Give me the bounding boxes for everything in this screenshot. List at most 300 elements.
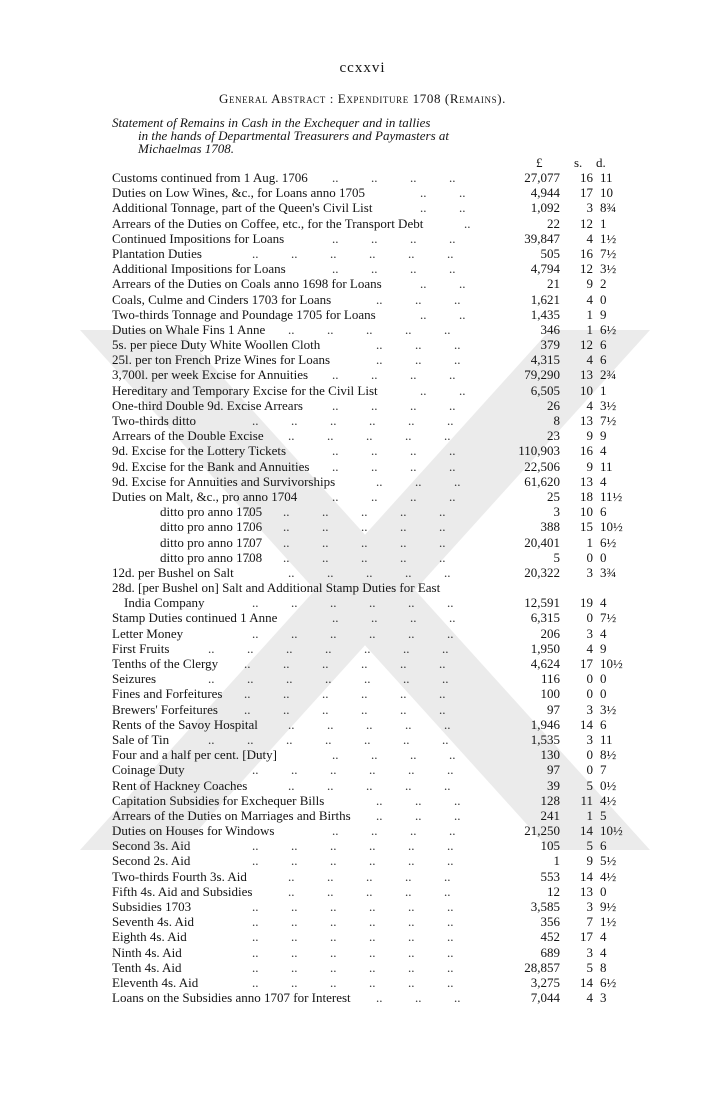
shillings-value: 0	[586, 549, 593, 565]
shillings-value: 13	[580, 367, 593, 383]
pence-value: 3½	[600, 261, 617, 277]
shillings-value: 3	[586, 944, 593, 960]
leader-dots: .. .. .. .. .. ..	[244, 504, 446, 520]
leader-dots: .. ..	[420, 185, 466, 201]
shillings-value: 12	[580, 215, 593, 231]
pounds-value: 20,401	[524, 534, 560, 550]
row-label: ditto pro anno 1707	[160, 534, 263, 550]
pounds-value: 39,847	[524, 230, 560, 246]
leader-dots: .. .. .. .. .. ..	[252, 595, 454, 611]
pence-value: 6½	[600, 534, 617, 550]
leader-dots: .. .. ..	[376, 352, 461, 368]
table-row	[112, 884, 612, 899]
row-label: Stamp Duties continued 1 Anne	[112, 610, 278, 626]
row-label: Arrears of the Duties on Marriages and Births	[112, 807, 351, 823]
pounds-value: 110,903	[518, 443, 560, 459]
table-row	[112, 245, 617, 261]
leader-dots: .. .. ..	[376, 291, 461, 307]
leader-dots: .. .. .. ..	[332, 230, 456, 246]
pence-header: d.	[596, 155, 606, 170]
table-row	[112, 474, 612, 489]
leader-dots: .. .. ..	[376, 473, 461, 489]
row-label: Duties on Houses for Windows	[112, 823, 275, 839]
row-label: Additional Tonnage, part of the Queen's Civil List	[112, 200, 373, 216]
row-label: Eighth 4s. Aid	[112, 929, 187, 945]
pounds-value: 21,250	[524, 823, 560, 839]
pounds-value: 1,092	[530, 200, 560, 216]
row-label: Loans on the Subsidies anno 1707 for Interest	[112, 990, 351, 1006]
table-row	[112, 960, 612, 975]
leader-dots: .. .. .. ..	[332, 367, 456, 383]
row-label: 5s. per piece Duty White Woollen Cloth	[112, 337, 321, 353]
table-row	[112, 823, 623, 839]
shillings-value: 3	[586, 701, 593, 717]
table-row	[112, 230, 617, 246]
row-label: Subsidies 1703	[112, 899, 192, 914]
pounds-value: 22	[547, 215, 560, 231]
leader-dots: .. .. .. ..	[332, 261, 456, 277]
pounds-value: 379	[540, 337, 560, 353]
leader-dots: .. .. .. ..	[332, 488, 456, 504]
table-row	[112, 853, 617, 869]
leader-dots: .. .. ..	[376, 337, 461, 353]
row-label: Two-thirds Tonnage and Poundage 1705 for Loans	[112, 306, 376, 322]
row-label: Arrears of the Duties on Coals anno 1698 for Loans	[112, 276, 382, 292]
pounds-header: £	[536, 155, 543, 170]
row-label: ditto pro anno 1708	[160, 549, 263, 565]
row-label: Second 2s. Aid	[112, 853, 191, 869]
pence-value: 7	[600, 762, 607, 778]
shillings-value: 14	[580, 716, 593, 732]
shillings-value: 18	[580, 488, 593, 504]
leader-dots: .. .. .. .. .. ..	[252, 625, 454, 641]
pence-value: 6½	[600, 974, 617, 990]
leader-dots: .. .. .. ..	[332, 610, 456, 626]
table-row	[112, 352, 612, 367]
table-row	[112, 170, 612, 185]
row-label: Letter Money	[112, 625, 184, 641]
pence-value: 6	[600, 352, 607, 368]
pounds-value: 116	[540, 671, 560, 687]
pounds-value: 8	[553, 413, 560, 428]
shillings-value: 9	[586, 853, 593, 869]
row-label: Tenths of the Clergy	[112, 656, 219, 671]
leader-dots: .. .. .. .. .. ..	[244, 534, 446, 550]
pence-value: 6	[600, 337, 607, 353]
table-row	[112, 641, 612, 656]
pounds-value: 39	[547, 777, 560, 793]
pence-value: 2¾	[600, 367, 617, 383]
pounds-value: 4,624	[530, 656, 560, 671]
pounds-value: 23	[547, 428, 560, 444]
row-label: Two-thirds ditto	[112, 413, 196, 428]
shillings-value: 13	[580, 413, 593, 428]
pounds-value: 452	[540, 929, 560, 945]
table-row	[112, 216, 612, 231]
pence-value: 5	[600, 807, 607, 823]
shillings-value: 17	[580, 929, 593, 945]
pence-value: 0	[600, 671, 607, 687]
shillings-value: 0	[586, 747, 593, 763]
row-label: ditto pro anno 1706	[160, 519, 263, 535]
pounds-value: 356	[540, 914, 560, 930]
leader-dots: .. .. ..	[376, 990, 461, 1006]
pence-value: 10½	[600, 656, 623, 671]
row-label: Duties on Low Wines, &c., for Loans anno 1705	[112, 185, 366, 201]
table-row	[112, 838, 612, 853]
table-row	[112, 671, 612, 686]
shillings-value: 3	[586, 564, 593, 580]
leader-dots: .. .. .. .. .. ..	[252, 959, 454, 975]
pence-value: 4	[600, 443, 607, 459]
table-row	[112, 428, 612, 443]
pounds-value: 128	[540, 792, 560, 808]
shillings-value: 14	[580, 868, 593, 884]
pence-value: 3¾	[600, 564, 617, 580]
pence-value: 9½	[600, 899, 617, 914]
table-row	[112, 974, 617, 990]
pence-value: 6½	[600, 321, 617, 337]
table-row	[112, 610, 617, 626]
shillings-value: 0	[586, 686, 593, 702]
leader-dots: .. .. .. ..	[332, 823, 456, 839]
table-row	[112, 701, 617, 717]
leader-dots: .. .. .. .. .. ..	[252, 762, 454, 778]
table-row	[112, 292, 612, 307]
shillings-value: 16	[580, 443, 593, 459]
pence-value: 4	[600, 473, 607, 489]
shillings-value: 10	[580, 382, 593, 398]
row-label: First Fruits	[112, 640, 170, 656]
table-row	[112, 792, 617, 808]
leader-dots: .. .. .. ..	[332, 747, 456, 763]
pence-value: 4	[600, 929, 607, 945]
pounds-value: 3,275	[530, 974, 560, 990]
row-label: Arrears of the Duties on Coffee, etc., for the Transport Debt	[112, 215, 424, 231]
shillings-value: 1	[586, 807, 593, 823]
remains-table	[112, 170, 623, 1006]
table-row	[112, 397, 617, 413]
shillings-value: 9	[586, 428, 593, 444]
pence-value: 6	[600, 716, 607, 732]
table-row	[112, 550, 612, 565]
row-label: Seventh 4s. Aid	[112, 914, 194, 930]
leader-dots: .. .. .. ..	[332, 458, 456, 474]
table-row	[112, 686, 612, 701]
table-row	[112, 580, 612, 595]
leader-dots: .. .. .. .. ..	[288, 321, 451, 337]
leader-dots: .. ..	[420, 276, 466, 292]
pence-value: 1	[600, 215, 607, 231]
page-number: ccxxvi	[339, 60, 386, 76]
pence-value: 11	[600, 731, 613, 747]
table-row	[112, 626, 612, 641]
pounds-value: 100	[540, 686, 560, 702]
row-label: 12d. per Bushel on Salt	[112, 564, 234, 580]
table-row	[112, 747, 617, 763]
pounds-value: 6,505	[530, 382, 560, 398]
shillings-value: 9	[586, 276, 593, 292]
pounds-value: 7,044	[530, 990, 560, 1006]
table-row	[112, 656, 623, 671]
pence-value: 4½	[600, 868, 617, 884]
row-label: Duties on Whale Fins 1 Anne	[112, 321, 266, 337]
table-row	[112, 914, 617, 930]
pence-value: 0	[600, 686, 607, 702]
table-row	[112, 808, 612, 823]
row-label: 9d. Excise for Annuities and Survivorships	[112, 473, 336, 489]
statement-line-1: Statement of Remains in Cash in the Exchequer and in tallies	[112, 115, 431, 130]
table-row	[112, 990, 612, 1005]
row-label: Fifth 4s. Aid and Subsidies	[112, 883, 253, 899]
pence-value: 9	[600, 428, 607, 444]
shillings-value: 9	[586, 458, 593, 474]
pence-value: 8¾	[600, 200, 617, 216]
shillings-value: 13	[580, 883, 593, 899]
pence-value: 7½	[600, 245, 617, 261]
row-label: Coinage Duty	[112, 762, 185, 778]
leader-dots: .. .. .. ..	[332, 397, 456, 413]
row-label: Rent of Hackney Coaches	[112, 777, 248, 793]
row-label: Additional Impositions for Loans	[112, 261, 286, 277]
leader-dots: .. .. .. .. .. ..	[244, 519, 446, 535]
shillings-value: 19	[580, 595, 593, 611]
shillings-value: 1	[586, 321, 593, 337]
shillings-value: 4	[586, 990, 593, 1006]
shillings-value: 0	[586, 762, 593, 778]
row-label: 9d. Excise for the Lottery Tickets	[112, 443, 287, 459]
row-label: ditto pro anno 1705	[160, 504, 263, 520]
row-label: 3,700l. per week Excise for Annuities	[112, 367, 309, 383]
leader-dots: .. .. .. ..	[332, 443, 456, 459]
leader-dots: .. .. ..	[376, 807, 461, 823]
table-row	[112, 945, 612, 960]
table-row	[112, 777, 617, 793]
pence-value: 4	[600, 625, 607, 641]
row-label: Two-thirds Fourth 3s. Aid	[112, 868, 247, 884]
pence-value: 3½	[600, 701, 617, 717]
pence-value: 10½	[600, 519, 623, 535]
leader-dots: .. .. .. .. ..	[288, 868, 451, 884]
pounds-value: 206	[540, 625, 560, 641]
row-label: India Company	[124, 595, 205, 611]
pounds-value: 97	[547, 762, 560, 778]
pounds-value: 689	[540, 944, 560, 960]
shillings-value: 10	[580, 504, 593, 520]
leader-dots: .. .. .. .. .. ..	[252, 853, 454, 869]
table-row	[112, 321, 617, 337]
table-row	[112, 899, 617, 914]
row-label: Brewers' Forfeitures	[112, 701, 218, 717]
pence-value: 8½	[600, 747, 617, 763]
row-label: Eleventh 4s. Aid	[112, 974, 199, 990]
row-label: Customs continued from 1 Aug. 1706	[112, 170, 308, 185]
pounds-value: 105	[540, 838, 560, 854]
leader-dots: .. .. .. .. .. ..	[252, 929, 454, 945]
leader-dots: .. ..	[420, 306, 466, 322]
row-label: Duties on Malt, &c., pro anno 1704	[112, 488, 298, 504]
shillings-value: 12	[580, 261, 593, 277]
pounds-value: 20,322	[524, 564, 560, 580]
shillings-value: 0	[586, 671, 593, 687]
shillings-value: 17	[580, 656, 593, 671]
shillings-value: 5	[586, 777, 593, 793]
pence-value: 6	[600, 504, 607, 520]
row-label: Hereditary and Temporary Excise for the Civil List	[112, 382, 378, 398]
pounds-value: 21	[547, 276, 560, 292]
shillings-value: 5	[586, 959, 593, 975]
pence-value: 10½	[600, 823, 623, 839]
shillings-value: 12	[580, 337, 593, 353]
pence-value: 6	[600, 838, 607, 854]
table-row	[112, 868, 617, 884]
row-label: Capitation Subsidies for Exchequer Bills	[112, 792, 325, 808]
shillings-value: 17	[580, 185, 593, 201]
table-row	[112, 929, 612, 944]
leader-dots: .. .. .. .. .. .. ..	[208, 731, 449, 747]
shillings-value: 7	[586, 914, 593, 930]
shillings-header: s.	[574, 155, 583, 170]
row-label: Rents of the Savoy Hospital	[112, 716, 258, 732]
pence-value: 3½	[600, 397, 617, 413]
leader-dots: .. .. .. .. .. ..	[252, 245, 454, 261]
shillings-value: 3	[586, 899, 593, 914]
pounds-value: 12	[547, 883, 560, 899]
pounds-value: 22,506	[524, 458, 560, 474]
table-row	[112, 488, 623, 504]
pounds-value: 1	[553, 853, 560, 869]
table-row	[112, 200, 617, 216]
leader-dots: .. .. .. .. .. ..	[244, 549, 446, 565]
leader-dots: .. .. ..	[376, 792, 461, 808]
statement-line-2: in the hands of Departmental Treasurers and Paymasters at	[138, 128, 450, 143]
table-row	[112, 261, 617, 277]
leader-dots: ..	[464, 215, 471, 231]
shillings-value: 16	[580, 170, 593, 185]
pence-value: 10	[600, 185, 613, 201]
row-label: Second 3s. Aid	[112, 838, 191, 854]
leader-dots: .. .. .. .. ..	[288, 777, 451, 793]
shillings-value: 14	[580, 974, 593, 990]
shillings-value: 5	[586, 838, 593, 854]
leader-dots: .. .. .. .. ..	[288, 564, 451, 580]
pounds-value: 61,620	[524, 473, 560, 489]
shillings-value: 15	[580, 519, 593, 535]
row-label: Sale of Tin	[112, 731, 170, 747]
leader-dots: .. .. .. .. .. .. ..	[208, 671, 449, 687]
shillings-value: 4	[586, 230, 593, 246]
pounds-value: 1,535	[530, 731, 560, 747]
pence-value: 7½	[600, 413, 617, 428]
table-row	[112, 276, 612, 291]
shillings-value: 4	[586, 291, 593, 307]
row-label: Arrears of the Double Excise	[112, 428, 264, 444]
pounds-value: 4,315	[530, 352, 560, 368]
pence-value: 4½	[600, 792, 617, 808]
table-row	[112, 504, 612, 519]
table-row	[112, 367, 617, 383]
shillings-value: 4	[586, 640, 593, 656]
leader-dots: .. .. .. .. .. ..	[252, 914, 454, 930]
pounds-value: 1,946	[530, 716, 560, 732]
row-label: Continued Impositions for Loans	[112, 230, 285, 246]
leader-dots: .. .. .. .. ..	[288, 716, 451, 732]
shillings-value: 3	[586, 625, 593, 641]
table-row	[112, 519, 623, 535]
pence-value: 9	[600, 306, 607, 322]
pence-value: 9	[600, 640, 607, 656]
pounds-value: 6,315	[530, 610, 560, 626]
pounds-value: 346	[540, 321, 560, 337]
section-title: General Abstract : Expenditure 1708 (Remains).	[218, 91, 507, 106]
row-label: 9d. Excise for the Bank and Annuities	[112, 458, 310, 474]
table-row	[112, 732, 612, 747]
pounds-value: 26	[547, 397, 560, 413]
leader-dots: .. .. .. .. ..	[288, 428, 451, 444]
row-label: Four and a half per cent. [Duty]	[112, 747, 277, 763]
table-row	[112, 717, 612, 732]
pounds-value: 3,585	[530, 899, 560, 914]
pence-value: 11½	[600, 488, 623, 504]
row-label: Coals, Culme and Cinders 1703 for Loans	[112, 291, 332, 307]
leader-dots: .. .. .. .. .. ..	[252, 944, 454, 960]
pence-value: 7½	[600, 610, 617, 626]
pounds-value: 3	[553, 504, 560, 520]
table-row	[112, 383, 612, 398]
leader-dots: .. .. .. .. .. ..	[252, 899, 454, 914]
pence-value: 11	[600, 458, 613, 474]
shillings-value: 1	[586, 534, 593, 550]
leader-dots: .. .. .. .. .. ..	[244, 656, 446, 671]
pence-value: 4	[600, 944, 607, 960]
pounds-value: 1,950	[530, 640, 560, 656]
row-label: 28d. [per Bushel on] Salt and Additional Stamp Duties for East	[112, 580, 441, 596]
pence-value: 0	[600, 291, 607, 307]
pence-value: 0½	[600, 777, 617, 793]
table-row	[112, 762, 612, 777]
table-row	[112, 413, 617, 428]
table-row	[112, 307, 612, 322]
shillings-value: 1	[586, 306, 593, 322]
shillings-value: 3	[586, 200, 593, 216]
leader-dots: .. .. .. .. .. ..	[244, 701, 446, 717]
pounds-value: 130	[540, 747, 560, 763]
pounds-value: 97	[547, 701, 560, 717]
pence-value: 0	[600, 883, 607, 899]
shillings-value: 0	[586, 610, 593, 626]
row-label: Fines and Forfeitures	[112, 686, 223, 702]
pounds-value: 1,435	[530, 306, 560, 322]
leader-dots: .. .. .. .. .. ..	[252, 838, 454, 854]
pence-value: 1½	[600, 230, 617, 246]
table-row	[112, 595, 612, 610]
shillings-value: 16	[580, 245, 593, 261]
pounds-value: 388	[540, 519, 560, 535]
leader-dots: .. ..	[420, 200, 466, 216]
pounds-value: 241	[540, 807, 560, 823]
pounds-value: 27,077	[524, 170, 560, 185]
shillings-value: 4	[586, 352, 593, 368]
shillings-value: 4	[586, 397, 593, 413]
pounds-value: 25	[547, 488, 560, 504]
pounds-value: 4,794	[530, 261, 560, 277]
pounds-value: 28,857	[524, 959, 560, 975]
row-label: Ninth 4s. Aid	[112, 944, 182, 960]
shillings-value: 13	[580, 473, 593, 489]
pence-value: 3	[600, 990, 607, 1006]
row-label: 25l. per ton French Prize Wines for Loans	[112, 352, 331, 368]
statement-heading	[112, 116, 532, 155]
